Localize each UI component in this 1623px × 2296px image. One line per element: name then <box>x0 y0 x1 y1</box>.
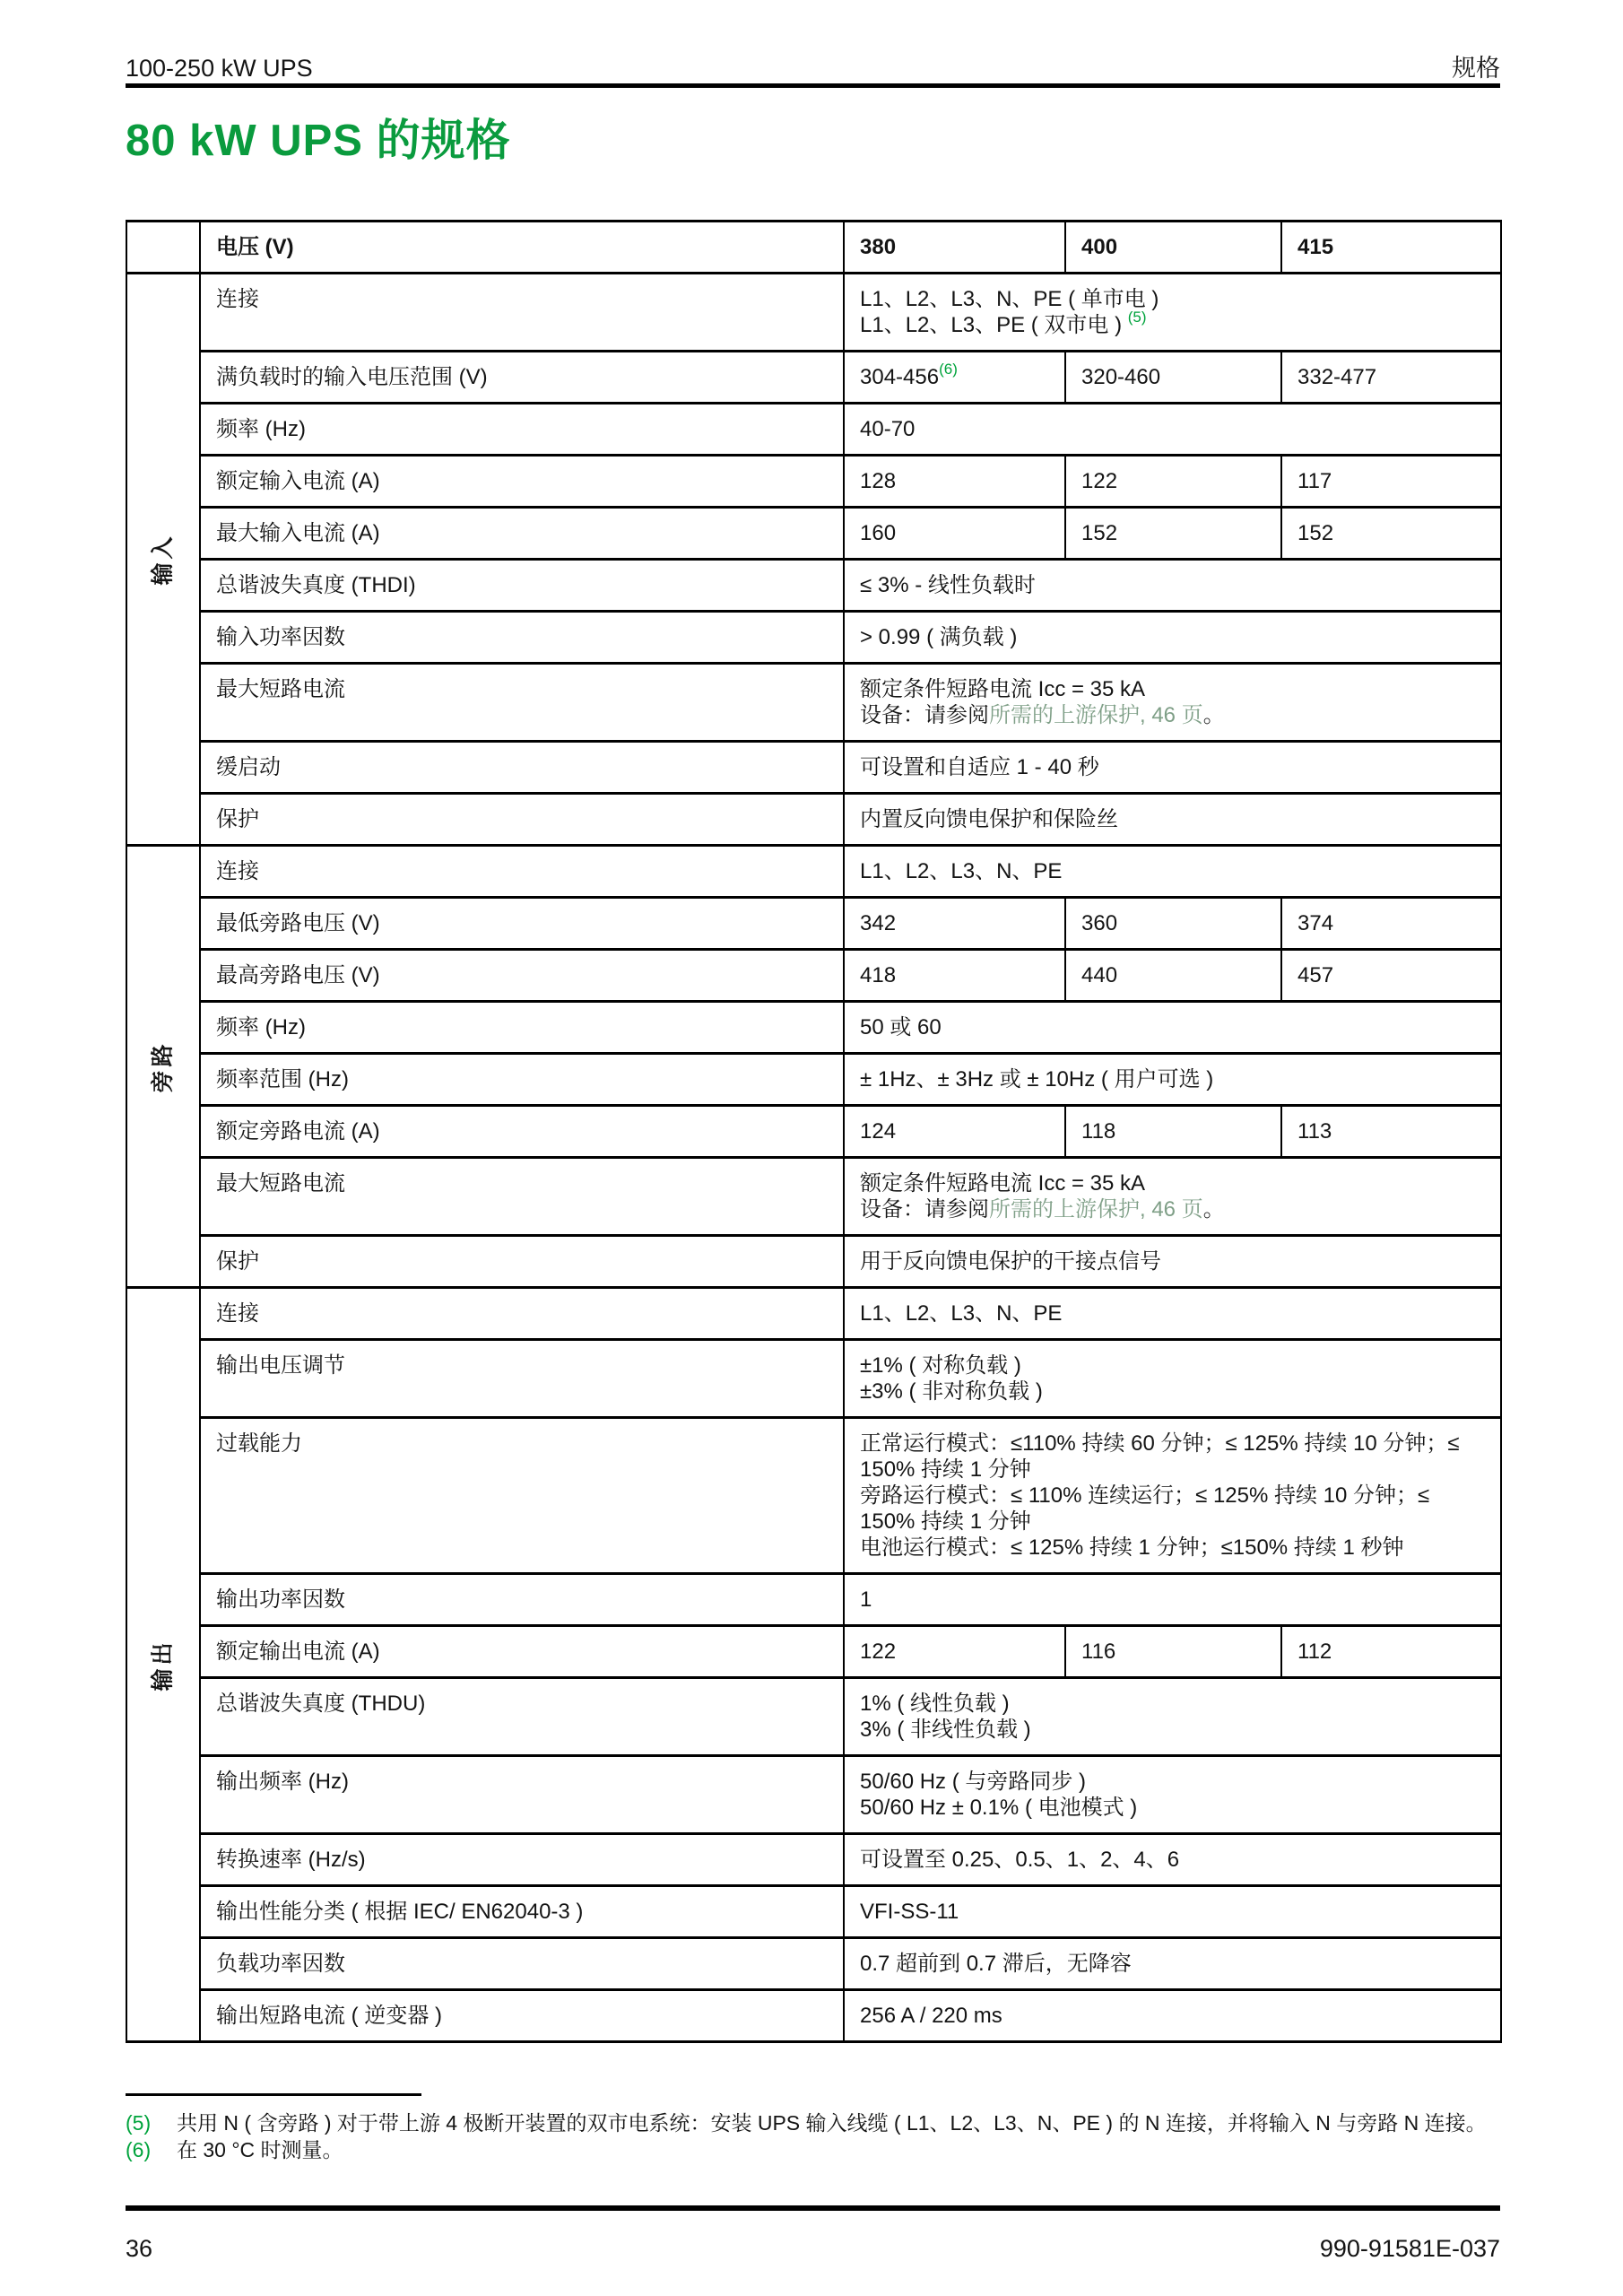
table-row <box>126 794 1501 846</box>
spec-label: 输出性能分类 ( 根据 IEC/ EN62040-3 ) <box>200 1886 844 1938</box>
spec-value <box>844 1990 1501 2042</box>
spec-text: 3% ( 非线性负载 ) <box>860 1718 1031 1742</box>
spec-value-line <box>860 1118 1050 1144</box>
spec-value-line <box>860 624 1486 650</box>
table-row <box>126 1106 1501 1158</box>
spec-value-line <box>860 1535 1486 1561</box>
spec-value <box>844 898 1065 950</box>
spec-value <box>844 1236 1501 1288</box>
table-row <box>126 950 1501 1002</box>
footnote-marker: (6) <box>126 2138 152 2161</box>
spec-label: 频率范围 (Hz) <box>200 1054 844 1106</box>
spec-value <box>1065 1106 1281 1158</box>
spec-value <box>844 950 1065 1002</box>
spec-value-line <box>860 1066 1486 1092</box>
table-row <box>126 1054 1501 1106</box>
group-label-output <box>126 1288 200 2042</box>
group-label-bypass <box>126 846 200 1288</box>
spec-value <box>844 456 1065 508</box>
spec-value <box>844 846 1501 898</box>
group-label-text: 输出 <box>150 1638 176 1692</box>
table-row <box>126 1002 1501 1054</box>
spec-text: 122 <box>1081 469 1118 493</box>
spec-value-line <box>1081 962 1266 988</box>
spec-value-line <box>1298 364 1486 390</box>
spec-value <box>844 1158 1501 1236</box>
spec-value <box>844 274 1501 352</box>
spec-text: 50 或 60 <box>860 1015 942 1039</box>
spec-value-line <box>1081 1118 1266 1144</box>
spec-value <box>844 352 1065 404</box>
spec-value-line <box>860 1196 1486 1222</box>
header-left-text: 100-250 kW UPS <box>126 55 313 82</box>
spec-value <box>844 1834 1501 1886</box>
spec-value <box>1281 950 1501 1002</box>
footnote <box>126 2109 1500 2136</box>
spec-label: 输入功率因数 <box>200 612 844 664</box>
spec-value-line <box>860 572 1486 598</box>
spec-value-line <box>860 1795 1486 1821</box>
spec-value-line <box>1298 520 1486 546</box>
spec-label: 输出电压调节 <box>200 1340 844 1418</box>
spec-text: 418 <box>860 963 897 987</box>
spec-value-line <box>860 361 1050 390</box>
spec-value-line <box>860 1717 1486 1743</box>
spec-value <box>844 1418 1501 1574</box>
spec-text: 可设置至 0.25、0.5、1、2、4、6 <box>860 1848 1180 1872</box>
spec-value <box>844 1756 1501 1834</box>
footnotes <box>126 2109 1500 2163</box>
spec-text: 额定条件短路电流 Icc = 35 kA <box>860 1171 1146 1196</box>
spec-text: ±1% ( 对称负载 ) <box>860 1353 1021 1378</box>
spec-text: 124 <box>860 1119 897 1144</box>
cross-reference-link[interactable]: 所需的上游保护, 46 页 <box>989 1197 1203 1222</box>
spec-value-line <box>1298 962 1486 988</box>
spec-label: 连接 <box>200 846 844 898</box>
header-rule <box>126 83 1500 88</box>
table-row <box>126 560 1501 612</box>
spec-value-line <box>860 1014 1486 1040</box>
group-header-cell <box>126 222 200 274</box>
table-row <box>126 664 1501 742</box>
spec-value-line <box>1298 910 1486 936</box>
spec-text: 152 <box>1298 521 1334 545</box>
spec-value-line <box>860 962 1050 988</box>
spec-text: 256 A / 220 ms <box>860 2004 1002 2028</box>
spec-text: 内置反向馈电保护和保险丝 <box>860 807 1118 831</box>
voltage-col-380: 380 <box>844 222 1065 274</box>
spec-value-line <box>860 2003 1486 2029</box>
spec-label: 满负载时的输入电压范围 (V) <box>200 352 844 404</box>
footer-rule <box>126 2205 1500 2211</box>
spec-label: 输出频率 (Hz) <box>200 1756 844 1834</box>
spec-value-line <box>1081 364 1266 390</box>
spec-label: 频率 (Hz) <box>200 404 844 456</box>
spec-value <box>844 664 1501 742</box>
cross-reference-link[interactable]: 所需的上游保护, 46 页 <box>989 703 1203 727</box>
spec-text: 374 <box>1298 911 1334 935</box>
spec-text: ±3% ( 非对称负载 ) <box>860 1379 1043 1404</box>
spec-text: 342 <box>860 911 897 935</box>
group-label-text: 输入 <box>150 533 176 586</box>
spec-text: 电池运行模式：≤ 125% 持续 1 分钟；≤150% 持续 1 秒钟 <box>860 1535 1404 1560</box>
spec-text: 额定条件短路电流 Icc = 35 kA <box>860 677 1146 701</box>
spec-text: L1、L2、L3、N、PE <box>860 1301 1063 1326</box>
table-row <box>126 1834 1501 1886</box>
spec-value-line <box>860 1352 1486 1378</box>
spec-value <box>1281 898 1501 950</box>
table-row <box>126 1990 1501 2042</box>
spec-value-line <box>860 1847 1486 1873</box>
page-number: 36 <box>126 2235 153 2262</box>
spec-label: 连接 <box>200 1288 844 1340</box>
table-row <box>126 1574 1501 1626</box>
spec-value <box>1065 1626 1281 1678</box>
spec-label: 额定输入电流 (A) <box>200 456 844 508</box>
table-row <box>126 1236 1501 1288</box>
spec-label: 频率 (Hz) <box>200 1002 844 1054</box>
spec-text: 设备：请参阅 <box>860 1197 989 1222</box>
spec-text: 113 <box>1298 1119 1332 1144</box>
spec-label: 总谐波失真度 (THDI) <box>200 560 844 612</box>
spec-value-line <box>860 1769 1486 1795</box>
spec-label: 输出功率因数 <box>200 1574 844 1626</box>
spec-value-line <box>860 416 1486 442</box>
spec-text: > 0.99 ( 满负载 ) <box>860 625 1018 649</box>
spec-text: 160 <box>860 521 897 545</box>
spec-value-line <box>860 520 1050 546</box>
spec-text: 320-460 <box>1081 365 1161 389</box>
table-row <box>126 1288 1501 1340</box>
spec-value-line <box>860 1431 1486 1483</box>
spec-text: L1、L2、L3、N、PE ( 单市电 ) <box>860 287 1159 311</box>
spec-value-line <box>1298 468 1486 494</box>
voltage-header-label: 电压 (V) <box>200 222 844 274</box>
spec-value-line <box>1081 1639 1266 1665</box>
table-row <box>126 1756 1501 1834</box>
spec-label: 最高旁路电压 (V) <box>200 950 844 1002</box>
spec-text: 112 <box>1298 1639 1332 1664</box>
group-label-text: 旁路 <box>150 1039 176 1093</box>
footnote-text: 在 30 °C 时测量。 <box>177 2138 343 2161</box>
spec-value <box>844 1002 1501 1054</box>
spec-value <box>1281 1106 1501 1158</box>
voltage-col-415: 415 <box>1281 222 1501 274</box>
spec-value <box>844 1678 1501 1756</box>
spec-value <box>844 560 1501 612</box>
page-header <box>126 48 1500 83</box>
spec-text: 0.7 超前到 0.7 滞后，无降容 <box>860 1952 1132 1976</box>
footnote-reference-link[interactable]: (5) <box>1127 309 1147 326</box>
table-row <box>126 1626 1501 1678</box>
spec-value <box>844 1054 1501 1106</box>
spec-text: L1、L2、L3、N、PE <box>860 859 1063 883</box>
table-row <box>126 1340 1501 1418</box>
spec-value-line <box>860 286 1486 312</box>
table-row <box>126 508 1501 560</box>
spec-value <box>844 1938 1501 1990</box>
spec-label: 保护 <box>200 794 844 846</box>
spec-value-line <box>1081 910 1266 936</box>
spec-value-line <box>1081 520 1266 546</box>
spec-text: 116 <box>1081 1639 1116 1664</box>
header-right-text: 规格 <box>1452 55 1500 82</box>
spec-value <box>844 1626 1065 1678</box>
spec-text: 118 <box>1081 1119 1116 1144</box>
spec-value-line <box>860 806 1486 832</box>
spec-label: 保护 <box>200 1236 844 1288</box>
spec-text: 152 <box>1081 521 1118 545</box>
spec-value <box>1065 950 1281 1002</box>
spec-text: 122 <box>860 1639 897 1664</box>
spec-value <box>844 1340 1501 1418</box>
spec-text: 。 <box>1202 1197 1225 1222</box>
footnote <box>126 2136 1500 2163</box>
spec-value-line <box>860 1587 1486 1613</box>
spec-value <box>844 508 1065 560</box>
table-row <box>126 1886 1501 1938</box>
spec-value-line <box>860 1378 1486 1405</box>
footnote-reference-link[interactable]: (6) <box>939 361 958 378</box>
spec-text: L1、L2、L3、PE ( 双市电 ) <box>860 313 1128 337</box>
spec-text: ≤ 3% - 线性负载时 <box>860 573 1036 597</box>
spec-text: 设备：请参阅 <box>860 703 989 727</box>
table-row <box>126 612 1501 664</box>
spec-label: 总谐波失真度 (THDU) <box>200 1678 844 1756</box>
spec-label: 额定旁路电流 (A) <box>200 1106 844 1158</box>
spec-value <box>844 612 1501 664</box>
footnote-text: 共用 N ( 含旁路 ) 对于带上游 4 极断开装置的双市电系统：安装 UPS 输入线缆 ( L1、L2、L3、N、PE ) 的 N 连接，并将输入 N 与旁路 N 连接。 <box>177 2111 1487 2135</box>
table-row <box>126 898 1501 950</box>
spec-value <box>1281 352 1501 404</box>
spec-value <box>1065 508 1281 560</box>
table-row <box>126 274 1501 352</box>
spec-value <box>844 1886 1501 1938</box>
spec-value <box>844 404 1501 456</box>
spec-value-line <box>860 1483 1486 1535</box>
spec-text: 50/60 Hz ( 与旁路同步 ) <box>860 1770 1087 1794</box>
spec-text: ± 1Hz、± 3Hz 或 ± 10Hz ( 用户可选 ) <box>860 1067 1214 1091</box>
spec-label: 连接 <box>200 274 844 352</box>
spec-value <box>844 1574 1501 1626</box>
spec-value-line <box>860 1691 1486 1717</box>
spec-value <box>1281 456 1501 508</box>
spec-value-line <box>860 1248 1486 1274</box>
spec-value-line <box>1298 1118 1486 1144</box>
table-row <box>126 1678 1501 1756</box>
spec-label: 最大短路电流 <box>200 664 844 742</box>
spec-text: 用于反向馈电保护的干接点信号 <box>860 1249 1161 1274</box>
table-row <box>126 404 1501 456</box>
spec-text: 304-456 <box>860 365 940 389</box>
spec-value-line <box>860 309 1486 338</box>
voltage-col-400: 400 <box>1065 222 1281 274</box>
spec-text: 332-477 <box>1298 365 1377 389</box>
table-row <box>126 742 1501 794</box>
spec-text: 旁路运行模式：≤ 110% 连续运行；≤ 125% 持续 10 分钟；≤ 150% 持续 1 分钟 <box>860 1483 1430 1534</box>
spec-value-line <box>860 1639 1050 1665</box>
spec-value <box>1065 456 1281 508</box>
spec-value <box>1065 898 1281 950</box>
spec-value <box>844 1288 1501 1340</box>
spec-label: 负载功率因数 <box>200 1938 844 1990</box>
spec-label: 额定输出电流 (A) <box>200 1626 844 1678</box>
spec-text: 457 <box>1298 963 1334 987</box>
footnote-marker: (5) <box>126 2111 152 2135</box>
spec-value <box>844 1106 1065 1158</box>
spec-label: 最大输入电流 (A) <box>200 508 844 560</box>
spec-table <box>126 220 1502 2043</box>
spec-text: 117 <box>1298 469 1332 493</box>
spec-text: 40-70 <box>860 417 916 441</box>
spec-label: 过载能力 <box>200 1418 844 1574</box>
spec-text: 1% ( 线性负载 ) <box>860 1692 1010 1716</box>
spec-value <box>1281 1626 1501 1678</box>
spec-value-line <box>1298 1639 1486 1665</box>
page-title: 80 kW UPS 的规格 <box>126 117 511 165</box>
page-footer <box>126 2235 1500 2263</box>
spec-text: 正常运行模式：≤110% 持续 60 分钟；≤ 125% 持续 10 分钟；≤ 150% 持续 1 分钟 <box>860 1431 1460 1482</box>
spec-value-line <box>860 702 1486 728</box>
spec-text: 128 <box>860 469 897 493</box>
spec-value-line <box>860 910 1050 936</box>
spec-label: 缓启动 <box>200 742 844 794</box>
table-row <box>126 846 1501 898</box>
spec-value <box>844 742 1501 794</box>
spec-value <box>844 794 1501 846</box>
spec-value-line <box>860 858 1486 884</box>
spec-value <box>1281 508 1501 560</box>
spec-label: 最低旁路电压 (V) <box>200 898 844 950</box>
table-row <box>126 1158 1501 1236</box>
spec-value <box>1065 352 1281 404</box>
footnote-separator <box>126 2093 421 2096</box>
spec-label: 转换速率 (Hz/s) <box>200 1834 844 1886</box>
spec-text: VFI-SS-11 <box>860 1900 959 1924</box>
group-label-input <box>126 274 200 846</box>
spec-text: 440 <box>1081 963 1118 987</box>
spec-value-line <box>860 1300 1486 1326</box>
spec-value-line <box>1081 468 1266 494</box>
table-row <box>126 1938 1501 1990</box>
spec-value-line <box>860 1951 1486 1977</box>
spec-value-line <box>860 468 1050 494</box>
document-number: 990-91581E-037 <box>1319 2235 1500 2262</box>
table-header-row <box>126 222 1501 274</box>
spec-text: 50/60 Hz ± 0.1% ( 电池模式 ) <box>860 1796 1138 1820</box>
spec-text: 。 <box>1202 703 1225 727</box>
table-row <box>126 1418 1501 1574</box>
spec-text: 1 <box>860 1587 872 1612</box>
spec-value-line <box>860 1899 1486 1925</box>
table-row <box>126 456 1501 508</box>
spec-text: 360 <box>1081 911 1118 935</box>
table-row <box>126 352 1501 404</box>
spec-value-line <box>860 1170 1486 1196</box>
spec-label: 输出短路电流 ( 逆变器 ) <box>200 1990 844 2042</box>
spec-label: 最大短路电流 <box>200 1158 844 1236</box>
spec-value-line <box>860 754 1486 780</box>
spec-value-line <box>860 676 1486 702</box>
spec-text: 可设置和自适应 1 - 40 秒 <box>860 755 1099 779</box>
